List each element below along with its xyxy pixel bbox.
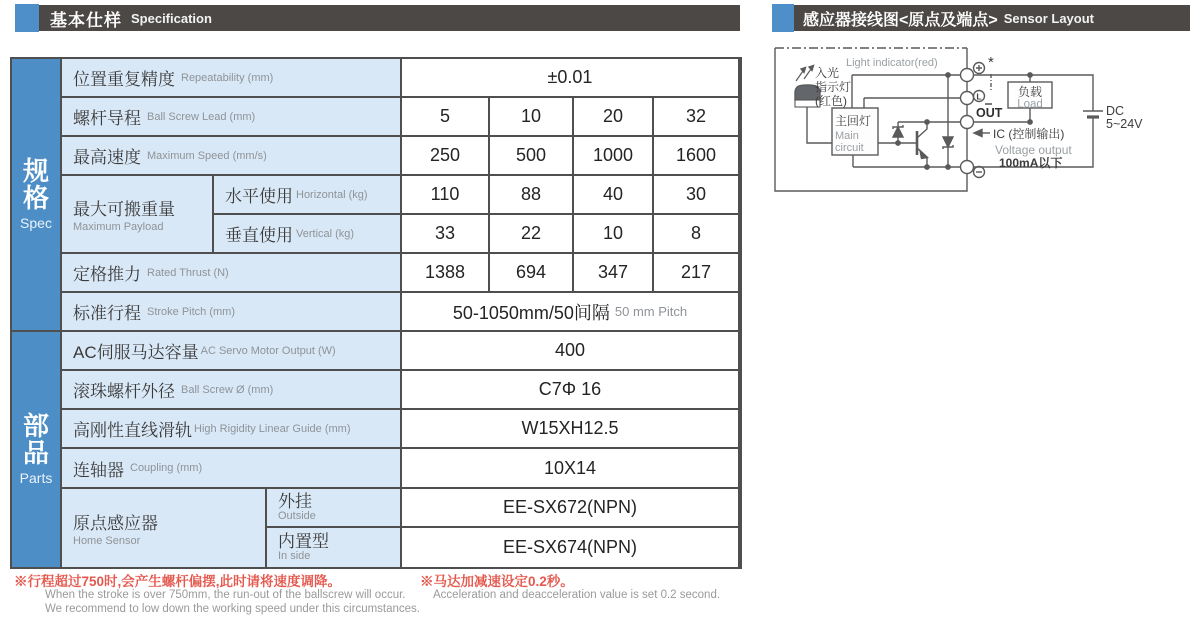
light-indicator-cn3: (红色): [815, 94, 847, 108]
section-label-parts: [12, 332, 62, 567]
value-sensor-inside: EE-SX674(NPN): [402, 528, 740, 567]
value-horizontal-2: 88: [490, 176, 574, 215]
parts-en: Parts: [19, 470, 53, 487]
junction-dot: [946, 165, 950, 169]
label-en: Outside: [278, 510, 316, 522]
row-label-coupling: [62, 449, 402, 489]
footnote-2-cn: ※马达加减速设定0.2秒。: [420, 574, 574, 589]
value-thrust-4: 217: [654, 254, 740, 293]
label-en: Repeatability (mm): [181, 71, 274, 84]
value-vertical-4: 8: [654, 215, 740, 254]
junction-dot: [925, 165, 929, 169]
plus-symbol-cross: [976, 65, 982, 71]
voltage-output-label: Voltage output: [995, 143, 1072, 157]
out-label: OUT: [976, 106, 1003, 120]
label-cn: 标准行程: [73, 304, 141, 323]
label-cn: 定格推力: [73, 265, 141, 284]
zener-left-triangle: [893, 127, 903, 137]
dc-label: DC: [1106, 104, 1125, 118]
junction-dot: [896, 141, 900, 145]
row-label-stroke: [62, 293, 402, 332]
value-coupling: 10X14: [402, 449, 740, 489]
spec-en: Spec: [20, 215, 52, 232]
label-en: Horizontal (kg): [296, 188, 368, 201]
label-cn: AC伺服马达容量: [73, 343, 199, 362]
light-indicator-en-label: Light indicator(red): [846, 57, 938, 69]
dc-voltage-label: 5~24V: [1106, 117, 1143, 131]
row-label-sensor-inside: [267, 528, 402, 567]
wire-led: [807, 107, 832, 143]
label-en: In side: [278, 550, 311, 562]
ic-label: IC (控制输出): [993, 127, 1065, 141]
value-speed-1: 250: [402, 137, 490, 176]
value-lead-1: 5: [402, 98, 490, 137]
right-section-header: [794, 5, 1190, 31]
label-en: Stroke Pitch (mm): [147, 305, 236, 318]
footnote-2-en: Acceleration and deacceleration value is set 0.2 second.: [433, 589, 721, 601]
label-cn: 滚珠螺杆外径: [73, 382, 175, 401]
light-indicator-cn2: 指示灯: [815, 80, 852, 94]
label-en: High Rigidity Linear Guide (mm): [194, 422, 351, 435]
row-label-payload: [62, 176, 214, 254]
row-label-payload-vertical: [214, 215, 402, 254]
label-cn: 垂直使用: [225, 226, 293, 245]
right-header-title-cn: 感应器接线图<原点及端点>: [803, 11, 998, 29]
row-label-guide: [62, 410, 402, 449]
label-en: Rated Thrust (N): [147, 266, 229, 279]
zener-right-triangle: [943, 137, 953, 147]
junction-dot: [1028, 120, 1032, 124]
label-cn: 最高速度: [73, 148, 141, 167]
value-thrust-3: 347: [574, 254, 654, 293]
light-indicator-cn1: 入光: [815, 66, 840, 80]
label-en: Maximum Payload: [73, 221, 164, 233]
value-horizontal-3: 40: [574, 176, 654, 215]
row-label-thrust: [62, 254, 402, 293]
terminal-plus-circle: [961, 69, 974, 82]
current-limit-label: 100mA以下: [999, 156, 1063, 170]
load-cn-label: 负载: [1017, 85, 1043, 99]
label-cn: 最大可搬重量: [73, 200, 175, 219]
value-guide: W15XH12.5: [402, 410, 740, 449]
value-speed-2: 500: [490, 137, 574, 176]
right-header-accent-square: [772, 4, 794, 32]
wire-plus: [852, 75, 967, 108]
sensor-wiring-diagram: [770, 45, 1200, 200]
label-en: AC Servo Motor Output (W): [200, 344, 336, 357]
left-header-title-en: Specification: [131, 10, 212, 26]
label-en: Vertical (kg): [296, 227, 355, 240]
footnote-1-en-line1: When the stroke is over 750mm, the run-out of the ballscrew will occur.: [45, 589, 406, 601]
label-en: Maximum Speed (mm/s): [147, 149, 267, 162]
value-motor: 400: [402, 332, 740, 371]
value-vertical-2: 22: [490, 215, 574, 254]
label-cn: 原点感应器: [73, 514, 158, 533]
left-header-title-cn: 基本仕样: [50, 10, 122, 30]
row-label-lead: [62, 98, 402, 137]
value-sensor-outside: EE-SX672(NPN): [402, 489, 740, 528]
row-label-sensor-outside: [267, 489, 402, 528]
row-label-screw: [62, 371, 402, 410]
section-label-spec: [12, 59, 62, 332]
footnote-1-cn: ※行程超过750时,会产生螺杆偏摆,此时请将速度调降。: [14, 574, 342, 589]
value-speed-3: 1000: [574, 137, 654, 176]
terminal-l-circle: [961, 92, 974, 105]
row-label-payload-horizontal: [214, 176, 402, 215]
label-en: Ball Screw Ø (mm): [181, 383, 274, 396]
asterisk-mark: *: [988, 54, 994, 71]
value-lead-4: 32: [654, 98, 740, 137]
row-label-speed: [62, 137, 402, 176]
transistor-emitter-arrow: [920, 151, 928, 159]
label-cn: 位置重复精度: [73, 70, 175, 89]
l-terminal-letter: L: [976, 91, 982, 102]
label-cn: 高刚性直线滑轨: [73, 421, 192, 440]
main-circuit-en-label-2: circuit: [835, 142, 864, 154]
value-horizontal-1: 110: [402, 176, 490, 215]
terminal-minus-circle: [961, 161, 974, 174]
specification-table: [10, 57, 742, 569]
label-en: Home Sensor: [73, 535, 141, 547]
main-circuit-en-label-1: Main: [835, 130, 859, 142]
right-header-title-en: Sensor Layout: [1003, 10, 1094, 26]
parts-cn-char2: 品: [22, 438, 49, 468]
value-speed-4: 1600: [654, 137, 740, 176]
label-cn: 内置型: [278, 532, 329, 551]
footnote-1-en-line2: We recommend to low down the working speed under this circumstances.: [45, 603, 420, 615]
light-arrow-head-1: [801, 68, 806, 73]
row-label-motor: [62, 332, 402, 371]
wire-l: [864, 98, 967, 108]
label-cn: 螺杆导程: [73, 109, 141, 128]
junction-dot: [946, 73, 950, 77]
junction-dot: [1028, 73, 1032, 77]
value-horizontal-4: 30: [654, 176, 740, 215]
value-thrust-2: 694: [490, 254, 574, 293]
load-en-label: Load: [1017, 98, 1043, 111]
value-vertical-1: 33: [402, 215, 490, 254]
label-cn: 连轴器: [73, 460, 124, 480]
main-circuit-cn-label: 主回灯: [835, 114, 872, 128]
label-en: Coupling (mm): [130, 462, 203, 474]
value-vertical-3: 10: [574, 215, 654, 254]
junction-dot: [925, 120, 929, 124]
spec-cn-char1: 规: [22, 155, 49, 186]
parts-cn-char1: 部: [22, 410, 49, 441]
row-label-repeatability: [62, 59, 402, 98]
value-repeatability: ±0.01: [402, 59, 740, 98]
light-arrow-head-2: [809, 66, 814, 71]
value-lead-2: 10: [490, 98, 574, 137]
label-en: Ball Screw Lead (mm): [147, 110, 256, 123]
terminal-out-circle: [961, 116, 974, 129]
label-cn: 外挂: [278, 492, 312, 511]
left-section-header: [39, 5, 740, 31]
value-thrust-1: 1388: [402, 254, 490, 293]
left-header-accent-square: [15, 4, 39, 32]
spec-cn-char2: 格: [22, 183, 49, 213]
label-cn: 水平使用: [225, 187, 293, 206]
row-label-home-sensor: [62, 489, 267, 567]
value-lead-3: 20: [574, 98, 654, 137]
ic-arrow-head: [974, 130, 982, 137]
value-screw: C7Φ 16: [402, 371, 740, 410]
value-stroke: 50-1050mm/50间隔 50 mm Pitch: [402, 293, 740, 332]
